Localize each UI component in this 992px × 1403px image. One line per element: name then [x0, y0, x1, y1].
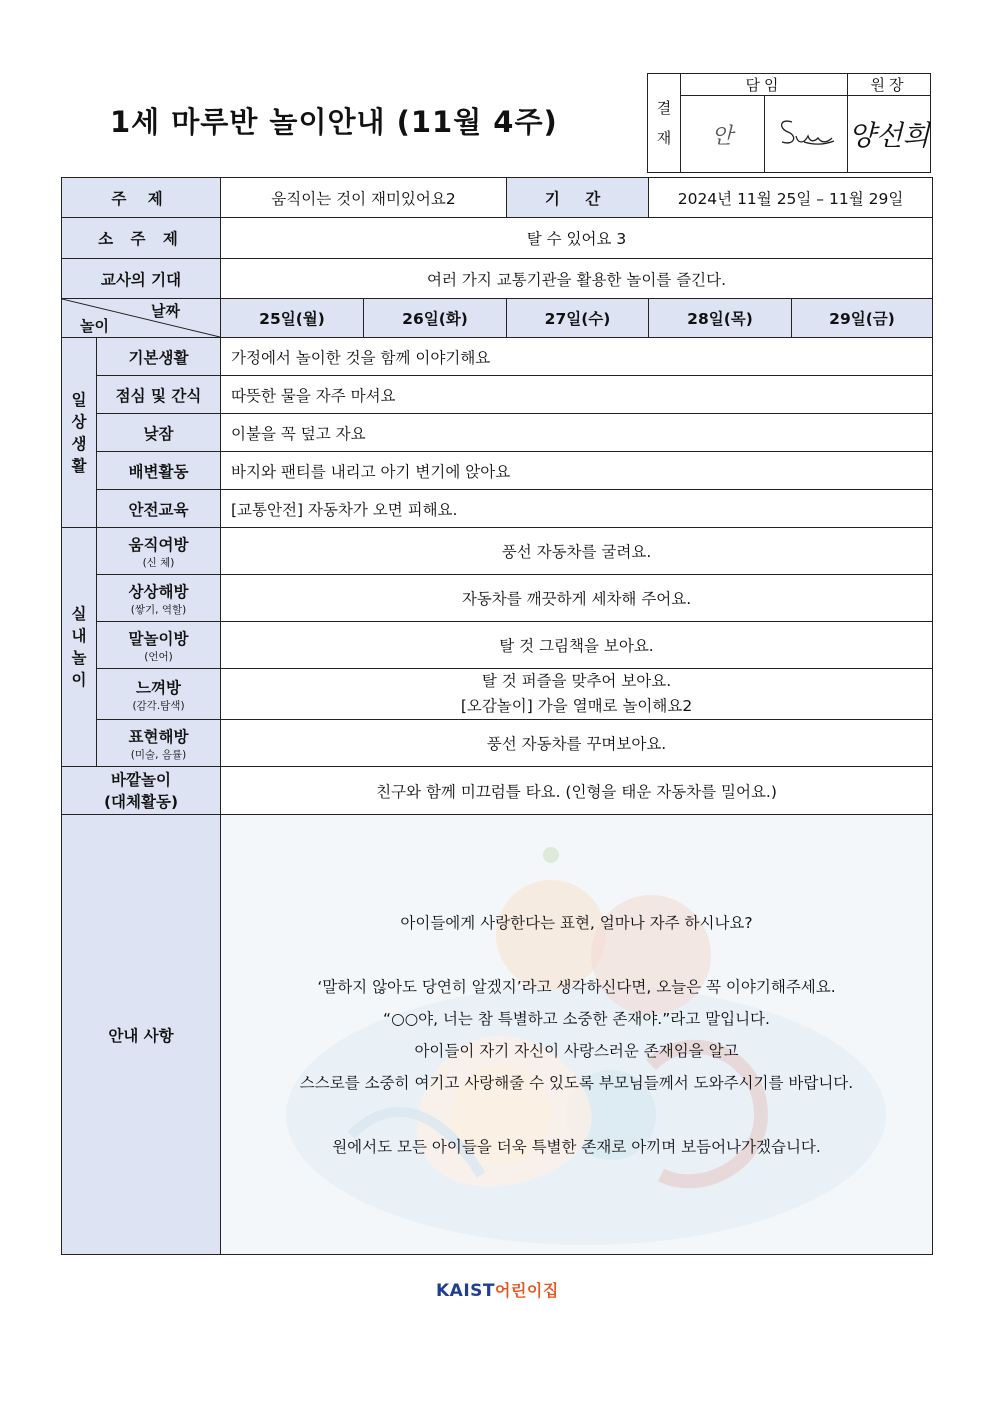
daily-text: 따뜻한 물을 자주 마셔요 — [221, 376, 933, 414]
approval-box — [647, 73, 931, 173]
day-header: 28일(목) — [649, 299, 792, 338]
indoor-text-line: [오감놀이] 가을 열매로 놀이해요2 — [460, 697, 693, 715]
notice-line: 아이들이 자기 자신이 사랑스러운 존재임을 알고 — [414, 1041, 739, 1060]
plan-table — [61, 177, 933, 1255]
indoor-label-sub: (언어) — [144, 650, 173, 663]
daily-text: 가정에서 놀이한 것을 함께 이야기해요 — [221, 338, 933, 376]
homeroom-header: 담임 — [681, 74, 848, 96]
group-char: 내 — [71, 627, 87, 645]
daily-label: 낮잠 — [97, 414, 221, 452]
group-char: 생 — [71, 434, 87, 453]
indoor-label-main: 상상해방 — [128, 582, 189, 601]
theme-value: 움직이는 것이 재미있어요2 — [221, 178, 507, 218]
approval-label-bottom: 재 — [656, 129, 672, 147]
group-char: 실 — [71, 605, 87, 623]
notice-line — [221, 939, 932, 971]
indoor-text: 자동차를 깨끗하게 세차해 주어요. — [221, 575, 933, 622]
logo-kaist-text: KAIST — [436, 1281, 495, 1301]
director-signature-text: 양선희 — [848, 119, 930, 152]
notice-line: 스스로를 소중히 여기고 사랑해줄 수 있도록 부모님들께서 도와주시기를 바랍니다. — [299, 1073, 854, 1092]
notice-line — [221, 1099, 932, 1131]
day-header: 29일(금) — [792, 299, 933, 338]
notice-line: “○○야, 너는 참 특별하고 소중한 존재야.”라고 말입니다. — [383, 1009, 770, 1028]
date-play-header — [62, 299, 221, 338]
indoor-text: 풍선 자동차를 꾸며보아요. — [221, 720, 933, 767]
expect-label: 교사의 기대 — [62, 259, 221, 299]
page-title: 1세 마루반 놀이안내 (11월 4주) — [110, 105, 558, 139]
group-char: 이 — [71, 671, 87, 689]
indoor-label-main: 움직여방 — [128, 535, 189, 554]
kaist-logo — [436, 1278, 559, 1301]
notice-line: 원에서도 모든 아이들을 더욱 특별한 존재로 아끼며 보듬어나가겠습니다. — [332, 1137, 821, 1156]
notice-cell — [221, 815, 933, 1255]
indoor-label — [97, 575, 221, 622]
group-char: 일 — [71, 390, 87, 409]
homeroom-signature-1 — [681, 96, 765, 173]
approval-label — [648, 74, 681, 173]
indoor-label-main: 말놀이방 — [128, 629, 189, 648]
play-header-label: 놀이 — [80, 317, 109, 335]
indoor-text-line: 탈 것 퍼즐을 맞추어 보아요. — [481, 672, 672, 690]
outdoor-label — [62, 767, 221, 815]
daily-label: 기본생활 — [97, 338, 221, 376]
indoor-label-sub: (미술, 음률) — [130, 748, 187, 761]
daily-text: [교통안전] 자동차가 오면 피해요. — [221, 490, 933, 528]
indoor-label-main: 느껴방 — [136, 678, 181, 697]
indoor-label-sub: (신 체) — [142, 556, 175, 569]
director-signature — [848, 96, 931, 173]
indoor-label-sub: (감각.탐색) — [132, 699, 185, 712]
subtheme-value: 탈 수 있어요 3 — [221, 218, 933, 259]
theme-label: 주 제 — [62, 178, 221, 218]
subtheme-label: 소 주 제 — [62, 218, 221, 259]
indoor-label — [97, 528, 221, 575]
daily-label: 배변활동 — [97, 452, 221, 490]
day-header: 27일(수) — [507, 299, 649, 338]
group-char: 상 — [71, 412, 87, 431]
expect-value: 여러 가지 교통기관을 활용한 놀이를 즐긴다. — [221, 259, 933, 299]
outdoor-label-sub: (대체활동) — [103, 792, 179, 811]
daily-text: 바지와 팬티를 내리고 아기 변기에 앉아요 — [221, 452, 933, 490]
indoor-label — [97, 720, 221, 767]
date-header-label: 날짜 — [151, 302, 180, 320]
period-label: 기 간 — [507, 178, 649, 218]
daily-label: 안전교육 — [97, 490, 221, 528]
homeroom-signature-2 — [764, 96, 848, 173]
notice-label: 안내 사항 — [62, 815, 221, 1255]
signature-text: 안 — [711, 123, 733, 149]
logo-center-text: 어린이집 — [495, 1281, 559, 1300]
group-char: 활 — [71, 456, 87, 475]
signature-scribble-icon — [774, 114, 838, 150]
indoor-text: 풍선 자동차를 굴려요. — [221, 528, 933, 575]
day-header: 25일(월) — [221, 299, 364, 338]
notice-line: 아이들에게 사랑한다는 표현, 얼마나 자주 하시나요? — [400, 913, 753, 932]
indoor-play-group — [62, 528, 97, 767]
approval-label-top: 결 — [656, 99, 672, 117]
notice-message — [221, 907, 932, 1163]
indoor-label — [97, 622, 221, 669]
indoor-text: 탈 것 그림책을 보아요. — [221, 622, 933, 669]
director-header: 원장 — [848, 74, 931, 96]
outdoor-text: 친구와 함께 미끄럼틀 타요. (인형을 태운 자동차를 밀어요.) — [221, 767, 933, 815]
group-char: 놀 — [71, 649, 87, 667]
day-header: 26일(화) — [364, 299, 507, 338]
daily-life-group — [62, 338, 97, 528]
outdoor-label-main: 바깥놀이 — [111, 770, 171, 789]
indoor-text — [221, 669, 933, 720]
indoor-label-sub: (쌓기, 역할) — [130, 603, 187, 616]
indoor-label-main: 표현해방 — [128, 727, 189, 746]
indoor-label — [97, 669, 221, 720]
notice-line: ‘말하지 않아도 당연히 알겠지’라고 생각하신다면, 오늘은 꼭 이야기해주세요. — [317, 977, 836, 996]
daily-label: 점심 및 간식 — [97, 376, 221, 414]
period-value: 2024년 11월 25일 – 11월 29일 — [649, 178, 933, 218]
daily-text: 이불을 꼭 덮고 자요 — [221, 414, 933, 452]
